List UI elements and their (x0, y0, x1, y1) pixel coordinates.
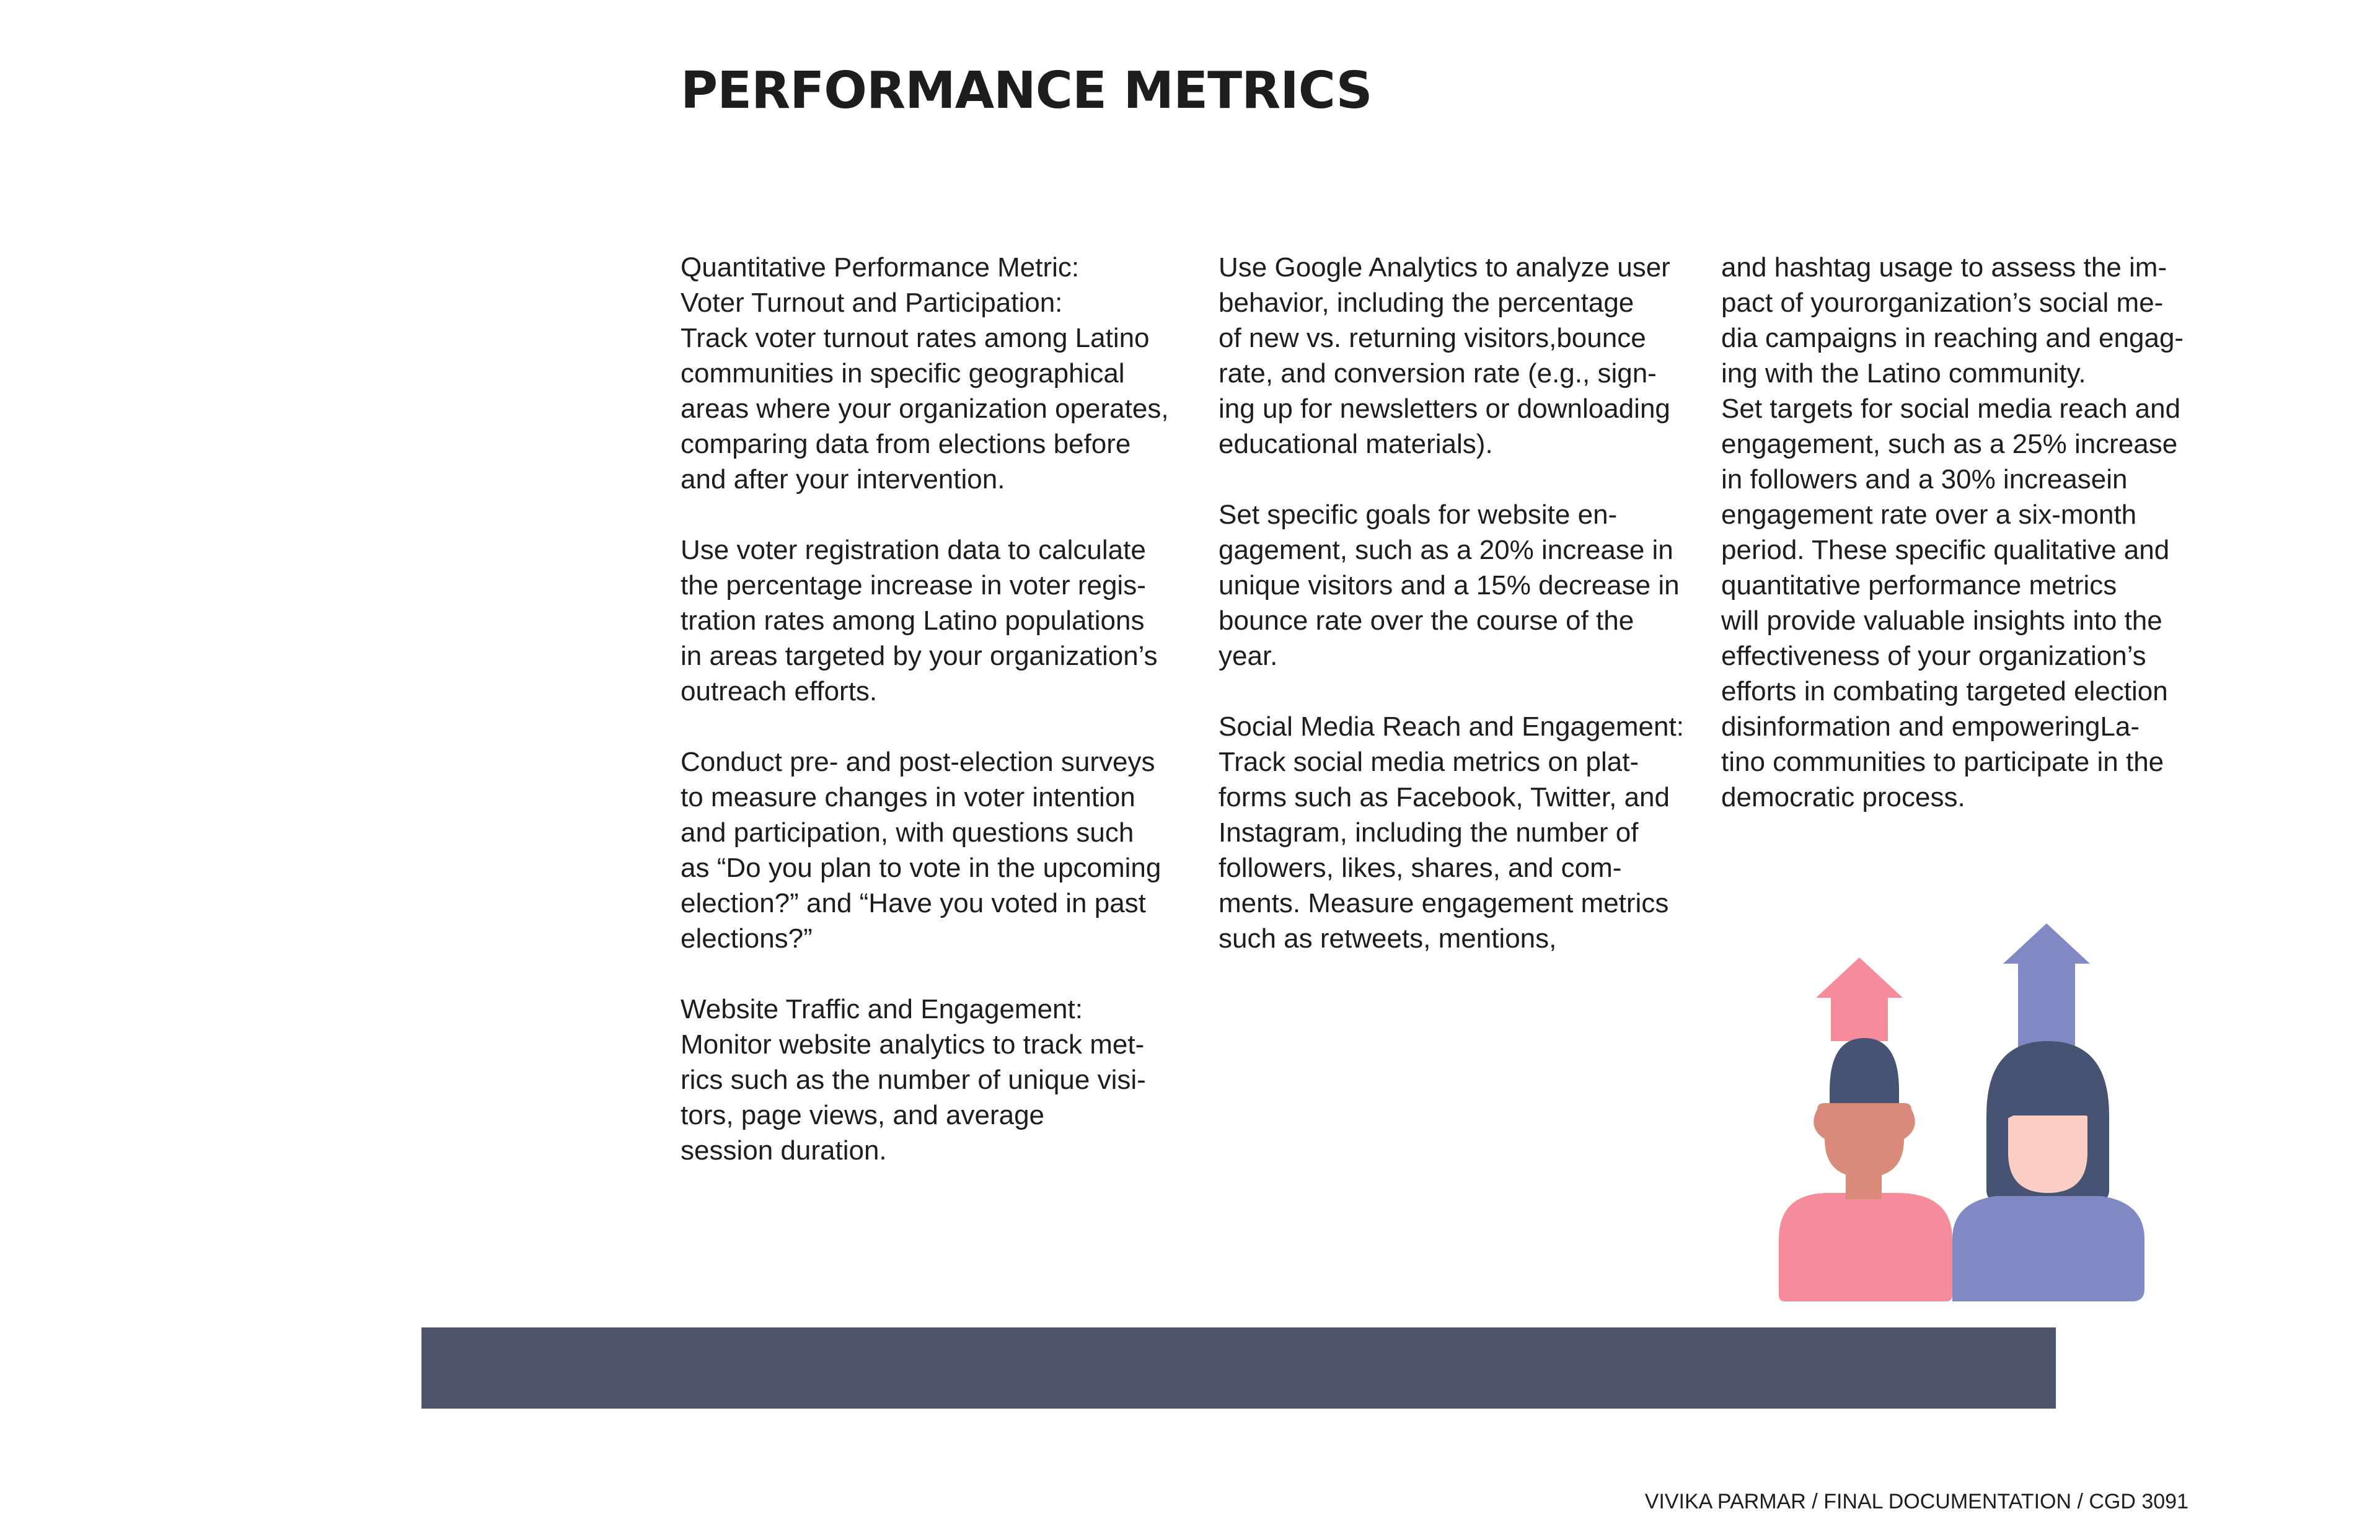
text-column-1 (681, 250, 1189, 1168)
paragraph: Conduct pre- and post-election surveys to measure changes in voter intention and participation, with questions such as “Do you plan to vote in the upcoming election?” and “Have you voted in past elections?” (681, 747, 1161, 954)
paragraph: Use Google Analytics to analyze user behavior, including the percentage of new vs. returning visitors,bounce rate, and conversion rate (e.g., sign- ing up for newsletters or downloading educational materials). (1219, 252, 1670, 459)
two-people-arrows-up-icon (1773, 917, 2157, 1301)
footer-bar (421, 1327, 2056, 1409)
paragraph: Social Media Reach and Engagement: Track social media metrics on plat- forms such as Facebook, Twitter, and Instagram, including the number of followers, likes, shares, and com- ments. Measure engagement metrics such as retweets, mentions, (1219, 711, 1684, 954)
paragraph: and hashtag usage to assess the im- pact of yourorganization’s social me- dia campaigns in reaching and engag- ing with the Latino community. Set targets for social media reach and engagement, such as a 25% increase in followers and a 30% increasein engagement rate over a six-month period. These specific qualitative and quantitative performance metrics will provide valuable insights into the effectiveness of your organization’s efforts in combating targeted election disinformation and empoweringLa- tino communities to participate in the democratic process. (1721, 252, 2184, 812)
left-person-face (1814, 1103, 1915, 1177)
purple-arrow-icon (2003, 923, 2090, 1047)
paragraph: Set specific goals for website en- gagement, such as a 20% increase in unique visitors and a 15% decrease in bounce rate over the course of the year. (1219, 499, 1680, 671)
paragraph: Use voter registration data to calculate the percentage increase in voter regis- tration rates among Latino populations in areas targeted by your organization’s outreach efforts. (681, 535, 1158, 706)
text-column-3 (1721, 250, 2205, 815)
left-person-body (1779, 1193, 1952, 1301)
text-column-2 (1219, 250, 1702, 956)
paragraph: Website Traffic and Engagement: Monitor website analytics to track met- rics such as the number of unique visi- tors, page views, and average session duration. (681, 994, 1146, 1166)
pink-arrow-icon (1816, 957, 1903, 1041)
paragraph: Quantitative Performance Metric: Voter Turnout and Participation: Track voter turnout rates among Latino communities in specific geographical areas where your organization operates, comparing data from elections before and after your intervention. (681, 252, 1169, 495)
page-title: PERFORMANCE METRICS (681, 61, 1372, 120)
footer-credit: VIVIKA PARMAR / FINAL DOCUMENTATION / CGD 3091 (1644, 1490, 2188, 1513)
right-person-face (2008, 1115, 2087, 1193)
right-person-body (1952, 1196, 2144, 1301)
